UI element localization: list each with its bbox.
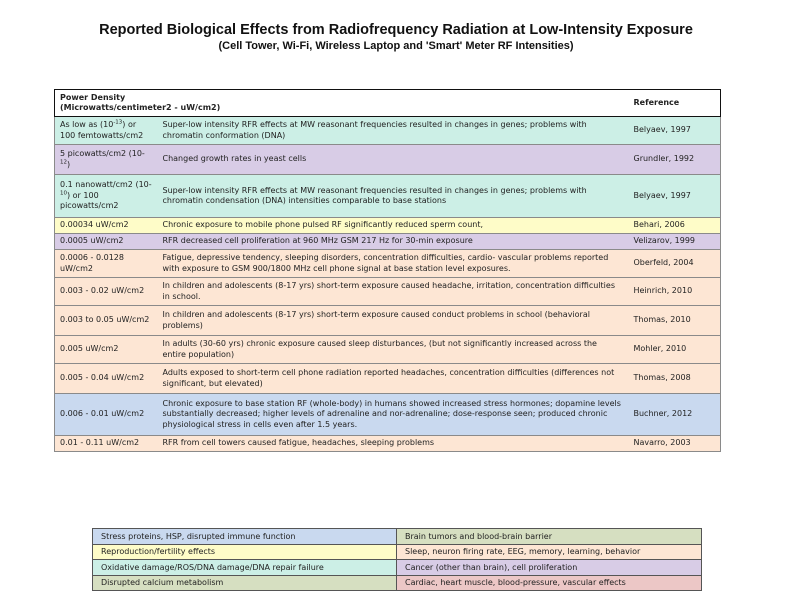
legend-item: Reproduction/fertility effects — [93, 544, 397, 560]
legend-item: Cardiac, heart muscle, blood-pressure, vascular effects — [397, 575, 702, 591]
power-density-cell: 5 picowatts/cm2 (10-$^{12}$) — [55, 145, 159, 175]
legend-item: Sleep, neuron firing rate, EEG, memory, learning, behavior — [397, 544, 702, 560]
reference-cell: Belyaev, 1997 — [629, 117, 721, 145]
power-density-header-line1: Power Density — [60, 93, 126, 102]
effect-cell: Changed growth rates in yeast cells — [159, 145, 629, 175]
effect-cell: Chronic exposure to base station RF (whole-body) in humans showed increased stress hormones; dopamine levels substantially decreased; higher levels of adrenaline and nor-adrenaline; dose-response seen; produced chronic physiological stress in cells even after 1.5 years. — [159, 394, 629, 436]
effect-cell: In children and adolescents (8-17 yrs) short-term exposure caused conduct problems in school (behavioral problems) — [159, 306, 629, 336]
power-density-cell: 0.0006 - 0.0128 uW/cm2 — [55, 250, 159, 278]
table-row — [55, 436, 721, 452]
reference-cell: Oberfeld, 2004 — [629, 250, 721, 278]
table-row — [55, 145, 721, 175]
reference-cell: Behari, 2006 — [629, 218, 721, 234]
legend-item: Oxidative damage/ROS/DNA damage/DNA repair failure — [93, 560, 397, 576]
power-density-cell: 0.006 - 0.01 uW/cm2 — [55, 394, 159, 436]
effect-cell: Super-low intensity RFR effects at MW reasonant frequencies resulted in changes in genes; problems with chromatin condensation (DNA) intensities comparable to base stations — [159, 175, 629, 218]
power-density-cell: 0.005 - 0.04 uW/cm2 — [55, 364, 159, 394]
table-row — [55, 218, 721, 234]
reference-cell: Buchner, 2012 — [629, 394, 721, 436]
page-title: Reported Biological Effects from Radiofrequency Radiation at Low-Intensity Exposure — [99, 22, 693, 38]
power-density-cell: 0.00034 uW/cm2 — [55, 218, 159, 234]
page-subtitle: (Cell Tower, Wi-Fi, Wireless Laptop and 'Smart' Meter RF Intensities) — [218, 40, 574, 52]
table-row — [55, 117, 721, 145]
power-density-cell: 0.0005 uW/cm2 — [55, 234, 159, 250]
effect-cell: RFR from cell towers caused fatigue, headaches, sleeping problems — [159, 436, 629, 452]
legend-row — [93, 529, 702, 545]
power-density-cell: 0.003 - 0.02 uW/cm2 — [55, 278, 159, 306]
legend-item: Disrupted calcium metabolism — [93, 575, 397, 591]
effect-cell: In adults (30-60 yrs) chronic exposure caused sleep disturbances, (but not significantly increased across the entire population) — [159, 336, 629, 364]
reference-cell: Velizarov, 1999 — [629, 234, 721, 250]
table-row — [55, 234, 721, 250]
effect-cell: Super-low intensity RFR effects at MW reasonant frequencies resulted in changes in genes; problems with chromatin conformation (DNA) — [159, 117, 629, 145]
legend-row — [93, 544, 702, 560]
table-row — [55, 175, 721, 218]
effect-cell: Adults exposed to short-term cell phone radiation reported headaches, concentration difficulties (differences not significant, but elevated) — [159, 364, 629, 394]
table-row — [55, 278, 721, 306]
reference-cell: Thomas, 2010 — [629, 306, 721, 336]
legend-row — [93, 560, 702, 576]
table-row — [55, 250, 721, 278]
effect-cell: RFR decreased cell proliferation at 960 MHz GSM 217 Hz for 30-min exposure — [159, 234, 629, 250]
table-row — [55, 336, 721, 364]
table-row — [55, 306, 721, 336]
power-density-cell: 0.1 nanowatt/cm2 (10-$^{10}$) or 100 picowatts/cm2 — [55, 175, 159, 218]
legend-table — [92, 528, 702, 591]
power-density-cell: As low as $(10^{-13})$ or 100 femtowatts/cm2 — [55, 117, 159, 145]
effect-cell: Fatigue, depressive tendency, sleeping disorders, concentration difficulties, cardio- vascular problems reported with exposure to GSM 900/1800 MHz cell phone signal at base station level exposures. — [159, 250, 629, 278]
power-density-cell: 0.01 - 0.11 uW/cm2 — [55, 436, 159, 452]
table-header-row — [55, 90, 721, 117]
power-density-cell: 0.003 to 0.05 uW/cm2 — [55, 306, 159, 336]
reference-header: Reference — [629, 90, 721, 117]
power-density-cell: 0.005 uW/cm2 — [55, 336, 159, 364]
effects-table — [54, 89, 721, 452]
reference-cell: Grundler, 1992 — [629, 145, 721, 175]
power-density-header — [55, 90, 629, 117]
table-row — [55, 364, 721, 394]
effect-cell: Chronic exposure to mobile phone pulsed RF significantly reduced sperm count, — [159, 218, 629, 234]
reference-cell: Heinrich, 2010 — [629, 278, 721, 306]
effect-cell: In children and adolescents (8-17 yrs) short-term exposure caused headache, irritation, concentration difficulties in school. — [159, 278, 629, 306]
legend-item: Stress proteins, HSP, disrupted immune function — [93, 529, 397, 545]
legend-item: Cancer (other than brain), cell proliferation — [397, 560, 702, 576]
legend-item: Brain tumors and blood-brain barrier — [397, 529, 702, 545]
reference-cell: Navarro, 2003 — [629, 436, 721, 452]
reference-cell: Thomas, 2008 — [629, 364, 721, 394]
reference-cell: Mohler, 2010 — [629, 336, 721, 364]
reference-cell: Belyaev, 1997 — [629, 175, 721, 218]
power-density-header-line2: (Microwatts/centimeter2 - uW/cm2) — [60, 103, 221, 112]
table-row — [55, 394, 721, 436]
legend-row — [93, 575, 702, 591]
